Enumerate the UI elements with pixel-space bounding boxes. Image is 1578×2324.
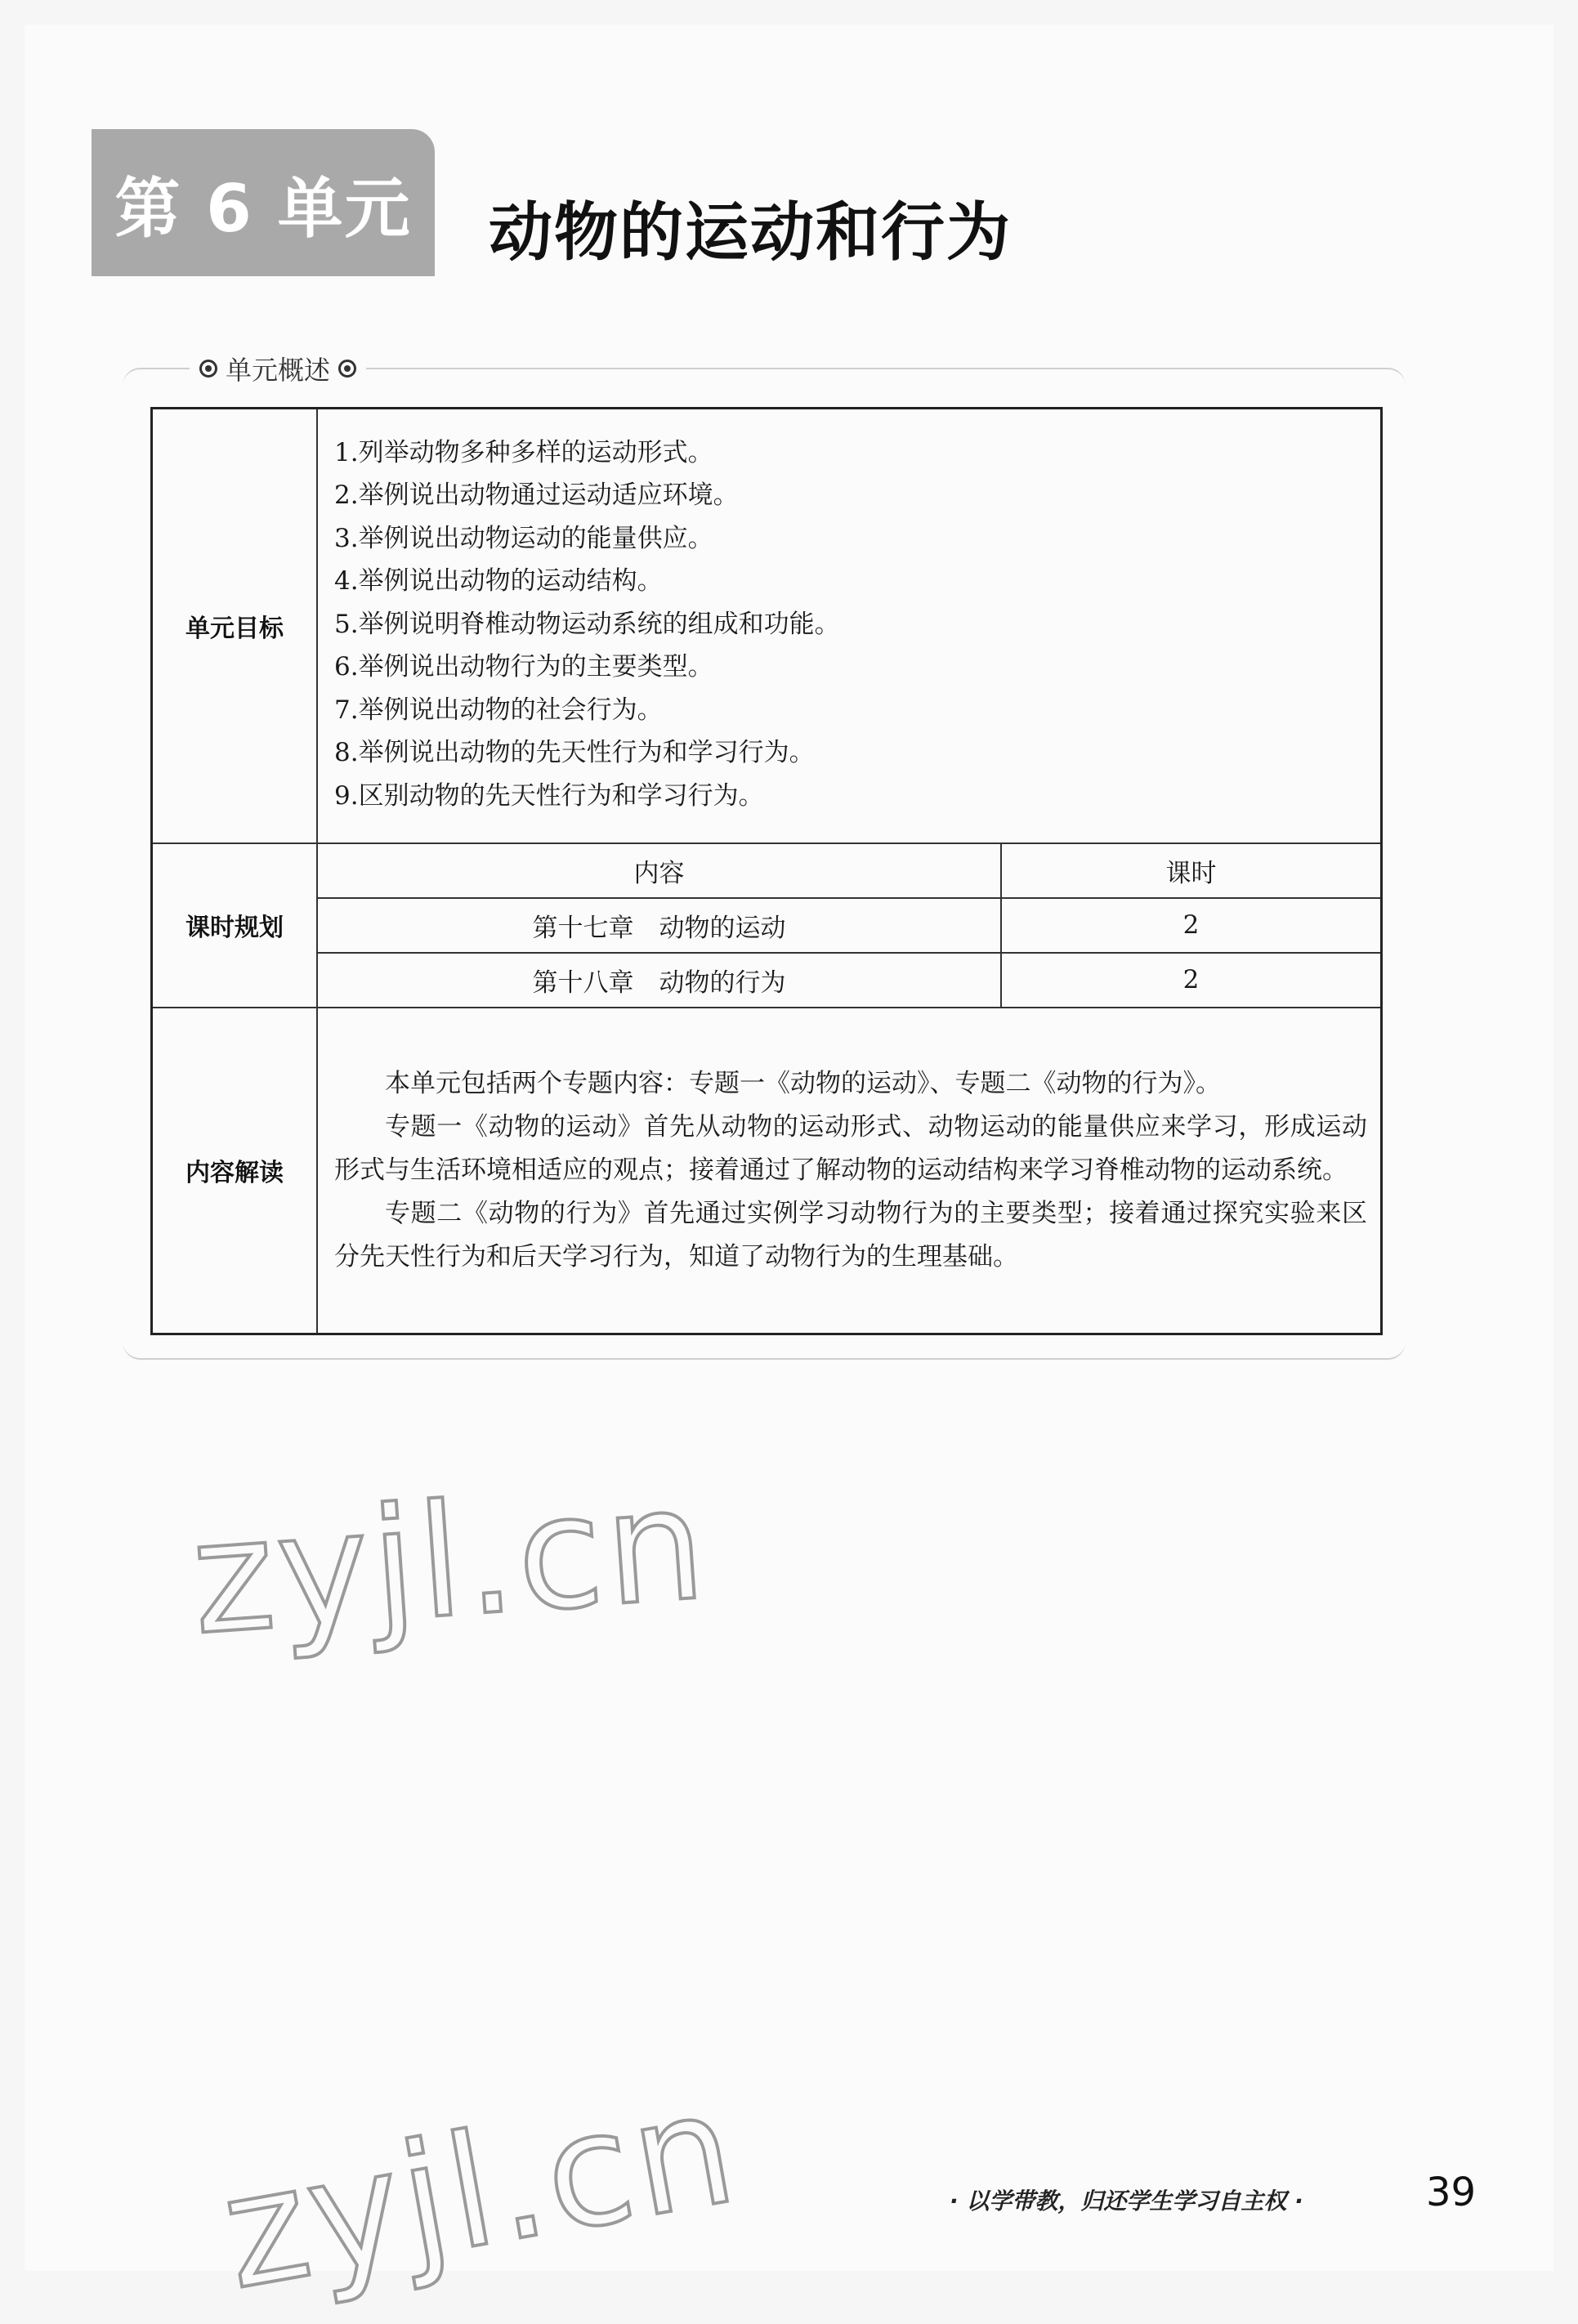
schedule-col-content: 内容	[318, 844, 1001, 898]
unit-title: 动物的运动和行为	[489, 196, 1013, 270]
schedule-table	[318, 844, 1380, 1007]
goals-list	[317, 409, 1382, 843]
goal-item: 3.举例说出动物运动的能量供应。	[334, 523, 713, 553]
interpretation-heading: 内容解读	[152, 1008, 318, 1334]
schedule-header-row	[318, 844, 1380, 898]
overview-table	[150, 407, 1383, 1335]
goal-item: 7.举例说出动物的社会行为。	[334, 695, 663, 725]
goals-row	[152, 409, 1382, 843]
schedule-hours: 2	[1001, 898, 1380, 953]
schedule-col-hours: 课时	[1001, 844, 1380, 898]
circle-dot-icon	[338, 360, 356, 378]
schedule-hours: 2	[1182, 965, 1200, 994]
goal-item: 2.举例说出动物通过运动适应环境。	[334, 480, 739, 510]
schedule-cell	[317, 843, 1382, 1008]
interpretation-paragraph: 专题二《动物的行为》首先通过实例学习动物行为的主要类型；接着通过探究实验来区分先天性行为和后天学习行为，知道了动物行为的生理基础。	[334, 1198, 1367, 1271]
goal-item: 9.区别动物的先天性行为和学习行为。	[334, 780, 764, 811]
table-row	[318, 953, 1380, 1007]
unit-badge-text: 第 6 单元	[114, 170, 412, 247]
schedule-row	[152, 843, 1382, 1008]
goal-item: 4.举例说出动物的运动结构。	[334, 566, 663, 596]
watermark: zyjl.cn	[210, 2056, 750, 2324]
goal-item: 6.举例说出动物行为的主要类型。	[334, 652, 713, 682]
schedule-chapter: 第十七章 动物的运动	[318, 898, 1001, 953]
overview-label	[190, 350, 366, 387]
watermark: zyjl.cn	[186, 1453, 713, 1669]
goals-heading: 单元目标	[152, 409, 318, 843]
overview-label-text: 单元概述	[226, 355, 331, 386]
schedule-heading: 课时规划	[152, 843, 318, 1008]
table-row	[318, 898, 1380, 953]
page-number: 39	[1426, 2170, 1477, 2215]
goal-item: 1.列举动物多种多样的运动形式。	[334, 437, 713, 467]
goal-item: 5.举例说明脊椎动物运动系统的组成和功能。	[334, 609, 840, 639]
interpretation-paragraph: 专题一《动物的运动》首先从动物的运动形式、动物运动的能量供应来学习，形成运动形式与生活环境相适应的观点；接着通过了解动物的运动结构来学习脊椎动物的运动系统。	[334, 1111, 1367, 1185]
footer-slogan: · 以学带教，归还学生学习自主权 ·	[950, 2188, 1303, 2215]
goal-item: 8.举例说出动物的先天性行为和学习行为。	[334, 738, 815, 767]
schedule-chapter: 第十八章 动物的行为	[318, 953, 1001, 1007]
circle-dot-icon	[199, 360, 217, 378]
unit-badge	[92, 129, 435, 276]
interpretation-text	[317, 1008, 1382, 1334]
interpretation-paragraph: 本单元包括两个专题内容：专题一《动物的运动》、专题二《动物的行为》。	[385, 1068, 1221, 1098]
interpretation-row	[152, 1008, 1382, 1334]
